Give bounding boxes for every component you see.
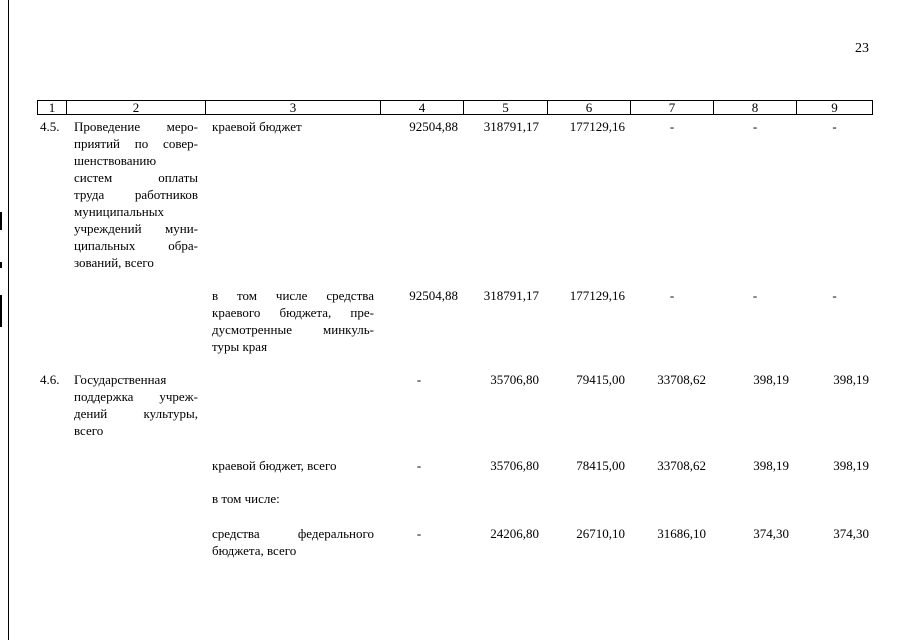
funding-source: краевой бюджет, всего [212,458,337,473]
value-col7: - [669,288,675,303]
funding-source: краевой бюджет [212,119,302,134]
funding-source-line: туры края [212,339,268,354]
item-name [74,118,198,271]
value-col5: 318791,17 [483,288,539,303]
item-name-line: поддержка учреж- [74,389,198,404]
value-col5: 35706,80 [490,372,539,387]
scan-edge-mark [0,212,2,230]
item-name-line: систем оплаты [74,170,198,185]
value-col9: 374,30 [833,526,869,541]
funding-source-line: бюджета, всего [212,543,297,558]
item-name-line: труда работников [74,187,198,202]
header-cell-6: 6 [547,100,631,115]
item-name-line: дений культуры, [74,406,198,421]
value-col6: 177129,16 [569,119,625,134]
value-col7: 33708,62 [657,372,706,387]
value-col8: 398,19 [753,458,789,473]
value-col7: - [669,119,675,134]
value-col4: - [416,372,422,387]
item-name [74,371,198,439]
value-col8: - [752,288,758,303]
item-name-line: Государственная [74,372,167,387]
value-col9: 398,19 [833,458,869,473]
value-col8: - [752,119,758,134]
value-col6: 177129,16 [569,288,625,303]
value-col5: 318791,17 [483,119,539,134]
page-number: 23 [855,41,869,56]
scan-edge-line [8,0,9,640]
funding-source-line: в том числе средства [212,288,374,303]
item-name-line: ципальных обра- [74,238,198,253]
item-name-line: приятий по совер- [74,136,198,151]
funding-source-line: краевого бюджета, пре- [212,305,374,320]
header-cell-5: 5 [463,100,548,115]
value-col5: 24206,80 [490,526,539,541]
header-cell-9: 9 [796,100,873,115]
header-cell-3: 3 [205,100,381,115]
value-col7: 31686,10 [657,526,706,541]
scan-edge-mark [0,262,2,268]
value-col4: 92504,88 [409,119,458,134]
funding-source-line: дусмотренные минкуль- [212,322,374,337]
value-col8: 374,30 [753,526,789,541]
value-col4: - [416,526,422,541]
row-number: 4.5. [40,119,60,134]
value-col5: 35706,80 [490,458,539,473]
funding-source: в том числе: [212,491,280,506]
scan-edge-mark [0,295,2,327]
header-cell-4: 4 [380,100,464,115]
header-cell-2: 2 [66,100,206,115]
item-name-line: Проведение меро- [74,119,198,134]
header-cell-8: 8 [713,100,797,115]
item-name-line: зований, всего [74,255,154,270]
item-name-line: учреждений муни- [74,221,198,236]
header-cell-1: 1 [37,100,67,115]
value-col4: - [416,458,422,473]
value-col9: - [832,288,837,303]
funding-source-line: средства федерального [212,526,374,541]
value-col9: 398,19 [833,372,869,387]
value-col6: 78415,00 [576,458,625,473]
funding-source [212,525,374,559]
row-number: 4.6. [40,372,60,387]
funding-source [212,287,374,355]
value-col8: 398,19 [753,372,789,387]
value-col9: - [832,119,837,134]
item-name-line: шенствованию [74,153,157,168]
value-col6: 79415,00 [576,372,625,387]
value-col4: 92504,88 [409,288,458,303]
value-col6: 26710,10 [576,526,625,541]
value-col7: 33708,62 [657,458,706,473]
header-cell-7: 7 [630,100,714,115]
item-name-line: всего [74,423,104,438]
item-name-line: муниципальных [74,204,165,219]
